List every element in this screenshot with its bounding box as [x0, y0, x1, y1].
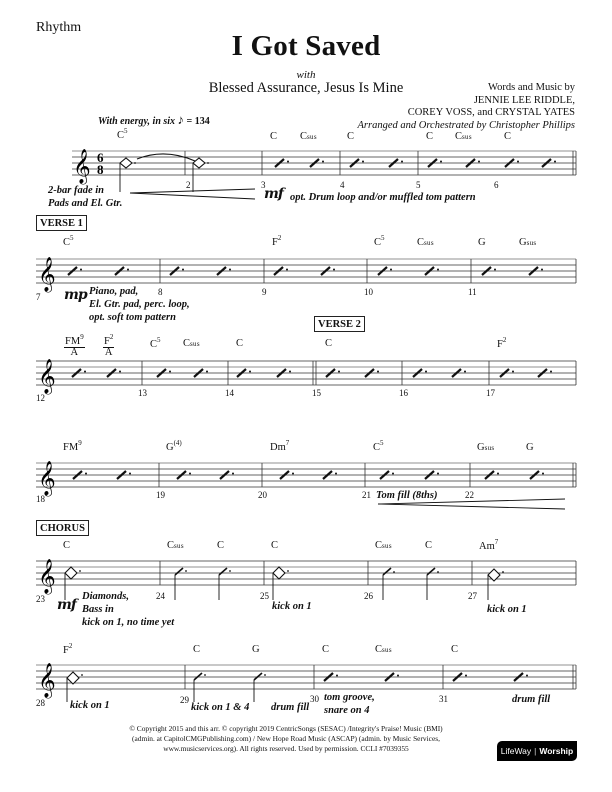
chord-symbol: C	[426, 131, 434, 142]
chord-symbol: Csus	[183, 338, 200, 349]
chord-symbol: $C^5$	[150, 336, 161, 350]
copyright-line: © Copyright 2015 and this arr. © copyright 2019 CentricSongs (SESAC) /Integrity's Praise! Music (BMI)	[129, 724, 443, 733]
chord-symbol: G	[526, 442, 534, 453]
performance-instruction: tom groove, snare on 4	[324, 692, 375, 716]
measure-number: 28	[36, 698, 45, 708]
rehearsal-mark-verse-2: VERSE 2	[314, 316, 365, 332]
chord-symbol: $G^{(4)}$	[166, 439, 182, 453]
measure-number: 17	[486, 388, 495, 398]
chord-symbol: Csus	[417, 237, 434, 248]
song-subtitle: Blessed Assurance, Jesus Is Mine	[208, 80, 404, 96]
chord-symbol: C	[322, 644, 330, 655]
performance-instruction: kick on 1	[487, 604, 527, 615]
measure-number: 12	[36, 393, 45, 403]
measure-number: 14	[225, 388, 234, 398]
lifeway-worship-logo	[497, 741, 577, 761]
staff-system-6	[36, 663, 576, 702]
chord-symbol: $C^5$	[374, 234, 385, 248]
chord-symbol: Gsus	[519, 237, 537, 248]
measure-number: 3	[261, 180, 266, 190]
dynamic-marking: mf	[57, 597, 76, 613]
measure-number: 5	[416, 180, 421, 190]
measure-number: 25	[260, 591, 269, 601]
svg-text:6: 6	[97, 150, 104, 165]
measure-number: 2	[186, 180, 191, 190]
performance-instruction: drum fill	[512, 694, 551, 705]
with-label: with	[296, 69, 316, 81]
chord-symbol-slash: $\frac{F^2}{A}$	[104, 333, 114, 358]
measure-number: 19	[156, 490, 165, 500]
chord-symbol: $F^2$	[497, 336, 507, 350]
chord-symbol: Csus	[167, 540, 184, 551]
chord-symbol: C	[347, 131, 355, 142]
measure-number: 27	[468, 591, 477, 601]
rehearsal-mark-verse-1: VERSE 1	[36, 215, 87, 231]
part-name: Rhythm	[36, 20, 82, 35]
dynamic-marking: mp	[64, 287, 87, 303]
chord-symbol: Csus	[375, 644, 392, 655]
chord-symbol: $C^5$	[63, 234, 74, 248]
measure-number: 30	[310, 694, 319, 704]
measure-number: 15	[312, 388, 321, 398]
chord-symbol: Csus	[300, 131, 317, 142]
measure-number: 7	[36, 292, 41, 302]
measure-number: 24	[156, 591, 165, 601]
eighth-note-icon: ♪	[177, 112, 185, 127]
treble-clef-icon: 𝄞	[38, 257, 56, 292]
measure-number: 20	[258, 490, 267, 500]
logo-divider: |	[534, 746, 537, 756]
chord-symbol: $C^5$	[117, 127, 128, 141]
chord-symbol: C	[425, 540, 433, 551]
measure-number: 31	[439, 694, 448, 704]
measure-number: 22	[465, 490, 474, 500]
chord-symbol: $F^2$	[272, 234, 282, 248]
chord-symbol: G	[252, 644, 260, 655]
song-title: I Got Saved	[231, 30, 381, 62]
chord-symbol: G	[478, 237, 486, 248]
chord-symbol: $C^5$	[373, 439, 384, 453]
treble-clef-icon: 𝄞	[38, 663, 56, 698]
measure-number: 21	[362, 490, 371, 500]
chord-symbol: C	[217, 540, 225, 551]
logo-text-lifeway: LifeWay	[500, 746, 532, 756]
tempo-text: With energy, in six	[98, 116, 176, 127]
measure-number: 16	[399, 388, 408, 398]
tempo-bpm: = 134	[186, 116, 210, 127]
chord-symbol: C	[271, 540, 279, 551]
performance-instruction: kick on 1	[272, 601, 312, 612]
chord-symbol: $F^2$	[63, 642, 73, 656]
performance-instruction: opt. Drum loop and/or muffled tom pattern	[290, 192, 476, 203]
chord-symbol: Dm$^7$	[270, 439, 290, 453]
chord-symbol: C	[63, 540, 71, 551]
performance-instruction: kick on 1 & 4	[191, 702, 250, 713]
chord-symbol: C	[504, 131, 512, 142]
performance-instruction: 2-bar fade in Pads and El. Gtr.	[48, 185, 123, 209]
chord-symbol: C	[193, 644, 201, 655]
chord-symbol: Csus	[375, 540, 392, 551]
performance-instruction: drum fill	[271, 702, 310, 713]
chord-symbol: Csus	[455, 131, 472, 142]
dynamic-marking: mf	[264, 186, 283, 202]
treble-clef-icon: 𝄞	[38, 359, 56, 394]
chord-symbol: C	[325, 338, 333, 349]
measure-number: 8	[158, 287, 163, 297]
performance-instruction: Piano, pad, El. Gtr. pad, perc. loop, opt. soft tom pattern	[89, 286, 190, 323]
chord-symbol-slash: $\frac{FM^9}{A}$	[65, 333, 84, 358]
logo-text-worship: Worship	[539, 746, 574, 756]
staff-system-4	[36, 461, 576, 509]
treble-clef-icon: 𝄞	[38, 559, 56, 594]
measure-number: 23	[36, 594, 45, 604]
arranger-line: Arranged and Orchestrated by Christopher Phillips	[357, 119, 575, 131]
measure-number: 26	[364, 591, 373, 601]
credits-line: Words and Music by	[488, 82, 575, 93]
measure-number: 9	[262, 287, 267, 297]
measure-number: 13	[138, 388, 147, 398]
performance-instruction: kick on 1	[70, 700, 110, 711]
chord-symbol: Gsus	[477, 442, 495, 453]
credits-line: JENNIE LEE RIDDLE,	[473, 94, 575, 106]
performance-instruction: Tom fill (8ths)	[376, 490, 438, 501]
measure-number: 18	[36, 494, 45, 504]
measure-number: 4	[340, 180, 345, 190]
performance-instruction: Diamonds, Bass in kick on 1, no time yet	[82, 591, 175, 628]
treble-clef-icon: 𝄞	[73, 149, 91, 184]
measure-number: 29	[180, 695, 189, 705]
copyright-line: www.musicservices.org). All rights reserved. Used by permission. CCLI #7039355	[163, 744, 409, 753]
chord-symbol: C	[236, 338, 244, 349]
measure-number: 11	[468, 287, 477, 297]
svg-text:8: 8	[97, 162, 104, 177]
measure-number: 10	[364, 287, 373, 297]
chord-symbol: C	[270, 131, 278, 142]
rehearsal-mark-chorus: CHORUS	[36, 520, 89, 536]
treble-clef-icon: 𝄞	[38, 461, 56, 496]
chord-symbol: Am$^7$	[479, 538, 499, 552]
staff-system-3	[36, 359, 576, 395]
credits-line: COREY VOSS, and CRYSTAL YATES	[407, 107, 575, 118]
copyright-line: (admin. at CapitolCMGPublishing.com) / New Hope Road Music (ASCAP) (admin. by Music Services,	[132, 734, 440, 743]
chord-symbol: $FM^9$	[63, 439, 82, 453]
chord-symbol: C	[451, 644, 459, 655]
measure-number: 6	[494, 180, 499, 190]
